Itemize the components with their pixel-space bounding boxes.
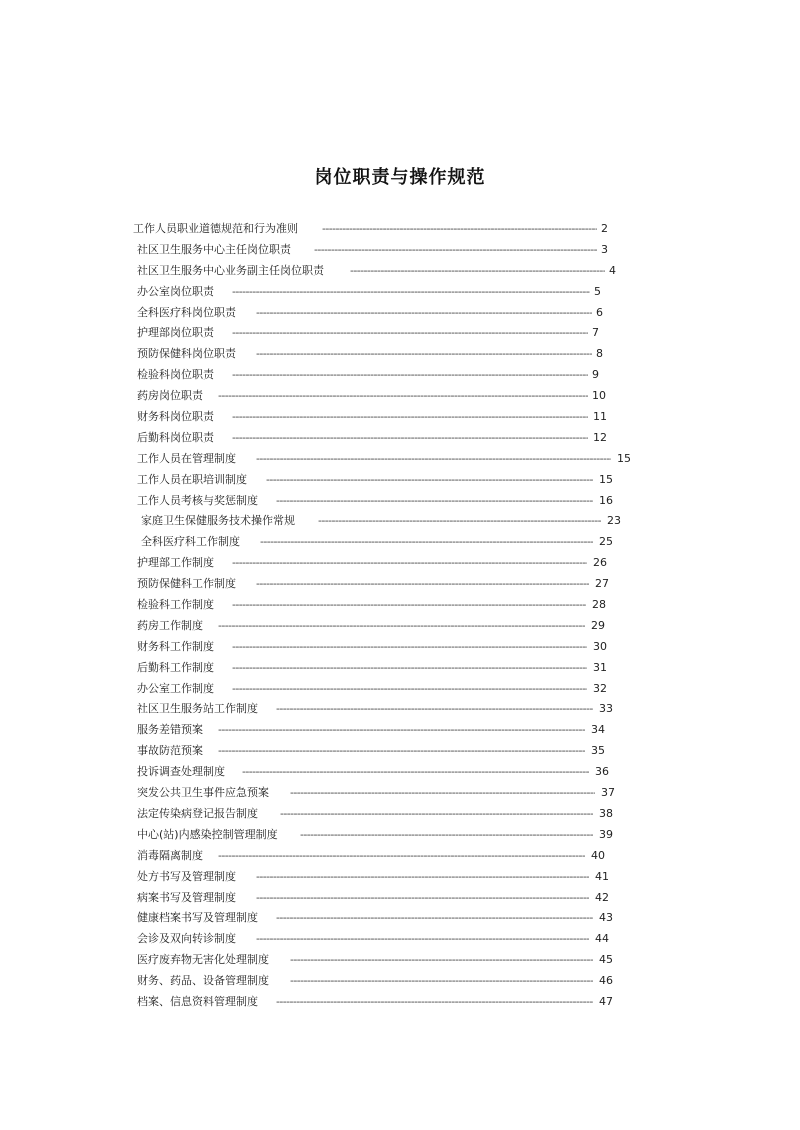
- toc-entry-page-number: 9: [592, 368, 599, 382]
- toc-entry-label: 全科医疗科工作制度: [141, 535, 240, 549]
- toc-entry-page-number: 45: [599, 953, 613, 967]
- toc-entry-page-number: 2: [601, 222, 608, 235]
- toc-entry[interactable]: [0, 219, 800, 240]
- toc-entry-label: 社区卫生服务站工作制度: [137, 702, 258, 716]
- toc-entry[interactable]: [0, 825, 800, 846]
- toc-entry-page-number: 30: [593, 639, 607, 653]
- toc-entry[interactable]: [0, 532, 800, 553]
- toc-entry-page-number: 7: [592, 326, 599, 340]
- toc-dot-leader: [218, 846, 585, 867]
- toc-entry-label: 档案、信息资料管理制度: [137, 994, 258, 1008]
- toc-entry[interactable]: [0, 867, 800, 888]
- toc-entry-page-number: 34: [591, 723, 605, 737]
- toc-entry-label: 工作人员在管理制度: [137, 451, 236, 465]
- toc-entry-page-number: 41: [595, 869, 609, 883]
- toc-entry-page-number: 4: [609, 263, 616, 277]
- toc-entry[interactable]: [0, 741, 800, 762]
- toc-entry-page-number: 10: [592, 389, 606, 403]
- toc-dot-leader: [276, 992, 593, 1013]
- toc-entry-label: 财务科工作制度: [137, 639, 214, 653]
- toc-entry-label: 药房岗位职责: [137, 389, 203, 403]
- toc-entry-label: 护理部岗位职责: [137, 326, 214, 340]
- toc-dot-leader: [218, 720, 585, 741]
- toc-dot-leader: [256, 929, 589, 950]
- toc-dot-leader: [276, 699, 593, 720]
- toc-dot-leader: [322, 219, 597, 240]
- toc-entry[interactable]: [0, 386, 800, 407]
- toc-dot-leader: [300, 825, 593, 846]
- toc-entry[interactable]: [0, 762, 800, 783]
- toc-dot-leader: [232, 323, 588, 344]
- toc-entry[interactable]: [0, 323, 800, 344]
- page-title: 岗位职责与操作规范: [314, 167, 486, 188]
- toc-entry-label: 社区卫生服务中心主任岗位职责: [137, 242, 291, 256]
- toc-entry[interactable]: [0, 240, 800, 261]
- toc-dot-leader: [232, 365, 588, 386]
- toc-entry-page-number: 39: [599, 827, 613, 841]
- toc-entry-page-number: 12: [593, 430, 607, 444]
- toc-entry[interactable]: [0, 908, 800, 929]
- toc-dot-leader: [218, 741, 585, 762]
- toc-entry-label: 法定传染病登记报告制度: [137, 806, 258, 820]
- toc-entry-page-number: 31: [593, 660, 607, 674]
- toc-entry-page-number: 5: [594, 284, 601, 298]
- toc-entry[interactable]: [0, 491, 800, 512]
- toc-entry-label: 工作人员职业道德规范和行为准则: [133, 222, 298, 235]
- toc-dot-leader: [256, 344, 592, 365]
- toc-entry-label: 检验科工作制度: [137, 598, 214, 612]
- toc-entry-page-number: 42: [595, 890, 609, 904]
- toc-entry-label: 医疗废弃物无害化处理制度: [137, 953, 269, 967]
- toc-entry-page-number: 44: [595, 932, 609, 946]
- toc-entry-label: 预防保健科工作制度: [137, 577, 236, 591]
- toc-dot-leader: [318, 511, 601, 532]
- toc-dot-leader: [232, 637, 587, 658]
- toc-entry-label: 办公室工作制度: [137, 681, 214, 695]
- toc-dot-leader: [232, 407, 588, 428]
- toc-entry-page-number: 46: [599, 974, 613, 988]
- toc-entry-page-number: 33: [599, 702, 613, 716]
- toc-entry-label: 处方书写及管理制度: [137, 869, 236, 883]
- toc-entry-label: 中心(站)内感染控制管理制度: [137, 827, 278, 841]
- toc-entry-label: 预防保健科岗位职责: [137, 347, 236, 361]
- toc-entry-label: 服务差错预案: [137, 723, 203, 737]
- toc-dot-leader: [218, 386, 588, 407]
- toc-entry-label: 会诊及双向转诊制度: [137, 932, 236, 946]
- toc-entry[interactable]: [0, 846, 800, 867]
- toc-entry-page-number: 40: [591, 848, 605, 862]
- toc-dot-leader: [242, 762, 589, 783]
- toc-entry-label: 家庭卫生保健服务技术操作常规: [141, 514, 295, 528]
- toc-entry-page-number: 8: [596, 347, 603, 361]
- toc-entry[interactable]: [0, 783, 800, 804]
- toc-entry[interactable]: [0, 699, 800, 720]
- toc-entry-label: 财务科岗位职责: [137, 410, 214, 424]
- toc-entry-page-number: 15: [599, 472, 613, 486]
- toc-entry-page-number: 11: [593, 410, 607, 424]
- toc-entry-page-number: 27: [595, 577, 609, 591]
- toc-entry-page-number: 16: [599, 493, 613, 507]
- toc-entry-page-number: 3: [601, 242, 608, 256]
- toc-entry-label: 全科医疗科岗位职责: [137, 305, 236, 319]
- toc-entry[interactable]: [0, 971, 800, 992]
- toc-entry[interactable]: [0, 282, 800, 303]
- toc-entry-page-number: 32: [593, 681, 607, 695]
- toc-dot-leader: [232, 658, 587, 679]
- toc-dot-leader: [256, 303, 592, 324]
- toc-dot-leader: [280, 804, 593, 825]
- toc-entry-page-number: 28: [592, 598, 606, 612]
- toc-entry[interactable]: [0, 574, 800, 595]
- toc-entry-label: 社区卫生服务中心业务副主任岗位职责: [137, 263, 324, 277]
- toc-dot-leader: [218, 616, 585, 637]
- toc-dot-leader: [232, 679, 587, 700]
- toc-entry-page-number: 6: [596, 305, 603, 319]
- toc-entry-page-number: 26: [593, 556, 607, 570]
- toc-dot-leader: [256, 867, 589, 888]
- toc-entry[interactable]: [0, 303, 800, 324]
- toc-entry-page-number: 37: [601, 786, 615, 800]
- toc-entry-label: 投诉调查处理制度: [137, 765, 225, 779]
- toc-entry[interactable]: [0, 720, 800, 741]
- toc-entry-label: 病案书写及管理制度: [137, 890, 236, 904]
- toc-entry[interactable]: [0, 428, 800, 449]
- toc-entry[interactable]: [0, 992, 800, 1013]
- toc-entry-label: 办公室岗位职责: [137, 284, 214, 298]
- toc-dot-leader: [314, 240, 597, 261]
- toc-entry-page-number: 38: [599, 806, 613, 820]
- toc-entry-page-number: 23: [607, 514, 621, 528]
- table-of-contents: [0, 219, 800, 1013]
- toc-entry-page-number: 47: [599, 994, 613, 1008]
- toc-entry-label: 消毒隔离制度: [137, 848, 203, 862]
- toc-entry[interactable]: [0, 888, 800, 909]
- toc-dot-leader: [256, 888, 589, 909]
- toc-dot-leader: [232, 553, 587, 574]
- toc-entry-page-number: 29: [591, 618, 605, 632]
- toc-entry-label: 检验科岗位职责: [137, 368, 214, 382]
- toc-entry-label: 事故防范预案: [137, 744, 203, 758]
- toc-entry-label: 护理部工作制度: [137, 556, 214, 570]
- toc-dot-leader: [260, 532, 593, 553]
- toc-dot-leader: [232, 428, 588, 449]
- toc-entry-page-number: 25: [599, 535, 613, 549]
- toc-dot-leader: [232, 595, 586, 616]
- toc-entry-label: 后勤科工作制度: [137, 660, 214, 674]
- toc-entry[interactable]: [0, 929, 800, 950]
- toc-dot-leader: [256, 449, 611, 470]
- toc-dot-leader: [266, 470, 593, 491]
- toc-dot-leader: [290, 950, 593, 971]
- toc-entry-label: 健康档案书写及管理制度: [137, 911, 258, 925]
- toc-entry[interactable]: [0, 595, 800, 616]
- toc-entry[interactable]: [0, 616, 800, 637]
- toc-entry[interactable]: [0, 950, 800, 971]
- toc-entry[interactable]: [0, 365, 800, 386]
- toc-entry[interactable]: [0, 804, 800, 825]
- toc-entry[interactable]: [0, 511, 800, 532]
- toc-entry[interactable]: [0, 637, 800, 658]
- toc-entry-label: 后勤科岗位职责: [137, 430, 214, 444]
- toc-dot-leader: [350, 261, 605, 282]
- toc-entry-page-number: 15: [617, 451, 631, 465]
- toc-entry[interactable]: [0, 407, 800, 428]
- toc-entry[interactable]: [0, 344, 800, 365]
- toc-dot-leader: [290, 783, 595, 804]
- toc-entry-label: 突发公共卫生事件应急预案: [137, 786, 269, 800]
- toc-entry-label: 药房工作制度: [137, 618, 203, 632]
- toc-entry-page-number: 43: [599, 911, 613, 925]
- toc-entry-label: 工作人员在职培训制度: [137, 472, 247, 486]
- toc-entry[interactable]: [0, 658, 800, 679]
- toc-entry-label: 财务、药品、设备管理制度: [137, 974, 269, 988]
- toc-entry[interactable]: [0, 449, 800, 470]
- toc-entry-page-number: 36: [595, 765, 609, 779]
- toc-dot-leader: [290, 971, 593, 992]
- toc-entry[interactable]: [0, 261, 800, 282]
- toc-dot-leader: [276, 908, 593, 929]
- toc-entry-label: 工作人员考核与奖惩制度: [137, 493, 258, 507]
- toc-dot-leader: [276, 491, 593, 512]
- toc-entry[interactable]: [0, 553, 800, 574]
- toc-dot-leader: [256, 574, 589, 595]
- toc-entry[interactable]: [0, 679, 800, 700]
- toc-entry-page-number: 35: [591, 744, 605, 758]
- toc-dot-leader: [232, 282, 590, 303]
- toc-entry[interactable]: [0, 470, 800, 491]
